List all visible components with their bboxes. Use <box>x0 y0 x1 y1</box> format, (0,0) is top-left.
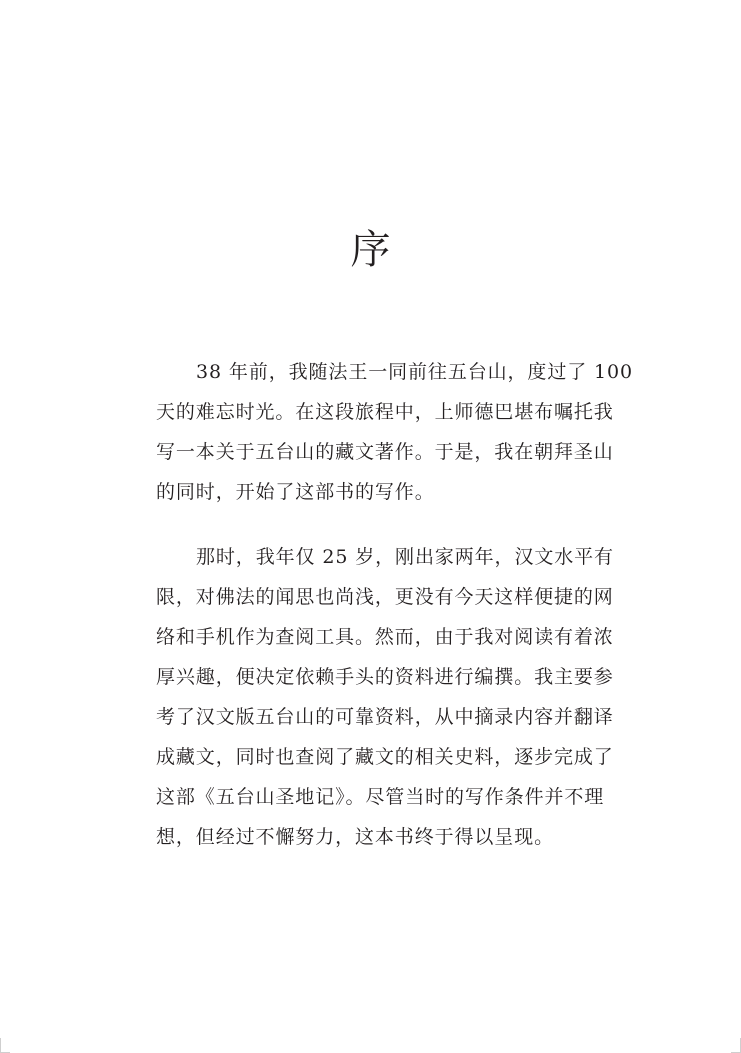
paragraph-line: 写一本关于五台山的藏文著作。于是，我在朝拜圣山 <box>156 441 614 463</box>
paragraph-line: 络和手机作为查阅工具。然而，由于我对阅读有着浓 <box>156 626 614 648</box>
paragraph-line: 天的难忘时光。在这段旅程中，上师德巴堪布嘱托我 <box>156 401 614 423</box>
paragraph-line: 这部《五台山圣地记》。尽管当时的写作条件并不理 <box>156 786 605 808</box>
page-title: 序 <box>350 227 391 273</box>
paragraph-1 <box>156 352 634 512</box>
paragraph-2 <box>156 537 612 857</box>
paragraph-line: 的同时，开始了这部书的写作。 <box>156 481 435 503</box>
paragraph-line: 成藏文，同时也查阅了藏文的相关史料，逐步完成了 <box>156 746 614 768</box>
paragraph-line: 限，对佛法的闻思也尚浅，更没有今天这样便捷的网 <box>156 586 614 608</box>
paragraph-line: 38 年前，我随法王一同前往五台山，度过了 100 <box>196 361 634 383</box>
crop-mark <box>0 1038 1 1053</box>
paragraph-line: 厚兴趣，便决定依赖手头的资料进行编撰。我主要参 <box>156 666 614 688</box>
paragraph-line: 考了汉文版五台山的可靠资料，从中摘录内容并翻译 <box>156 706 614 728</box>
preface-body <box>156 352 634 857</box>
paragraph-line: 想，但经过不懈努力，这本书终于得以呈现。 <box>156 826 555 848</box>
paragraph-line: 那时，我年仅 25 岁，刚出家两年，汉文水平有 <box>196 546 614 568</box>
